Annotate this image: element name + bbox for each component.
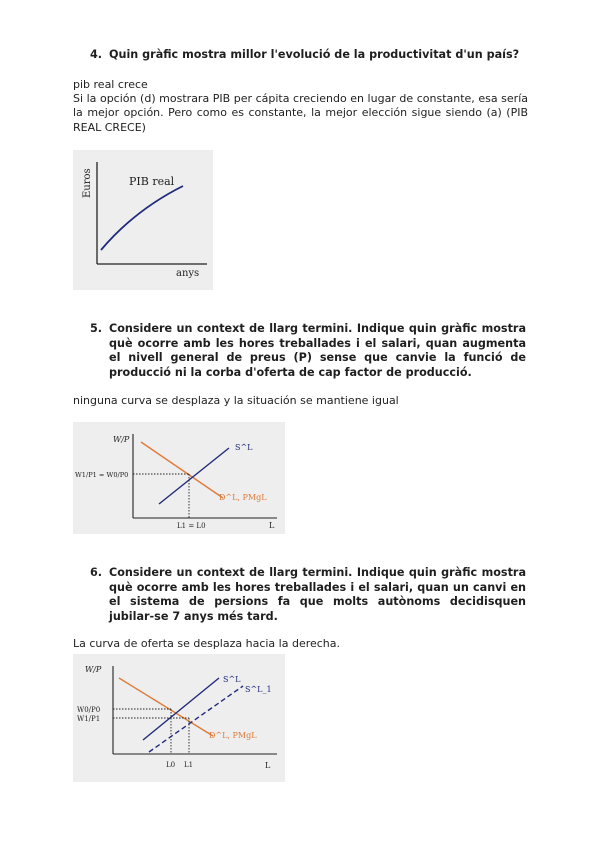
answer-4-line1: pib real crece [73, 78, 148, 91]
labour-market-chart-2 [73, 654, 285, 782]
labour-market-chart-1 [73, 422, 285, 534]
question-5-number: 5. [90, 322, 103, 335]
question-4-text: Quin gràfic mostra millor l'evolució de la productivitat d'un país? [109, 48, 520, 61]
demand-label: D^L, PMgL [219, 493, 267, 502]
demand-label: D^L, PMgL [209, 731, 257, 740]
question-6-text: Considere un context de llarg termini. Indique quin gràfic mostra què ocorre amb les hores treballades i el salari, quan un canvi en el sistema de persions fa que molts autònoms decidisquen jubilar-se 7 anys més tard. [109, 566, 526, 623]
wage-label: W1/P1 = W0/P0 [75, 471, 129, 479]
x-axis-label: anys [176, 268, 200, 279]
pib-real-curve [101, 186, 183, 250]
labour-demand-curve [141, 442, 223, 498]
question-4-number: 4. [90, 48, 103, 61]
figure-supply-shift [73, 654, 285, 782]
question-5 [90, 322, 526, 380]
labour-supply-curve [143, 678, 219, 740]
labour-label: L1 = L0 [177, 522, 206, 530]
question-5-text: Considere un context de llarg termini. Indique quin gràfic mostra què ocorre amb les hores treballades i el salari, quan augmenta el nivell general de preus (P) sense que canvie la funció de producció ni la corba d'oferta de cap factor de producció. [109, 322, 526, 379]
y-axis-label: Euros [82, 168, 93, 198]
supply-shifted-label: S^L_1 [245, 685, 272, 694]
answer-4-line2: Si la opción (d) mostrara PIB per cápita creciendo en lugar de constante, esa sería la mejor opción. Pero como es constante, la mejor elección sigue siendo (a) (PIB REAL CRECE) [73, 92, 528, 134]
answer-4 [73, 78, 528, 135]
wage0-label: W0/P0 [77, 706, 101, 714]
labour1-label: L1 [184, 761, 194, 769]
wage1-label: W1/P1 [77, 715, 101, 723]
x-axis-label: L [269, 521, 275, 530]
y-axis-label: W/P [85, 665, 102, 674]
figure-labour-market-unchanged [73, 422, 285, 534]
answer-6-text: La curva de oferta se desplaza hacia la derecha. [73, 637, 341, 650]
x-axis-label: L [265, 761, 271, 770]
question-4 [90, 48, 526, 63]
question-6-number: 6. [90, 566, 103, 579]
labour-demand-curve [119, 678, 213, 736]
answer-5-text: ninguna curva se desplaza y la situación se mantiene igual [73, 394, 399, 407]
answer-5 [73, 394, 528, 408]
pib-real-label: PIB real [129, 175, 175, 188]
supply-label: S^L [223, 675, 241, 684]
pib-real-chart [73, 150, 213, 290]
question-6 [90, 566, 526, 624]
y-axis-label: W/P [113, 435, 130, 444]
answer-6 [73, 637, 528, 651]
figure-pib-real [73, 150, 213, 290]
supply-label: S^L [235, 443, 253, 452]
labour0-label: L0 [166, 761, 176, 769]
